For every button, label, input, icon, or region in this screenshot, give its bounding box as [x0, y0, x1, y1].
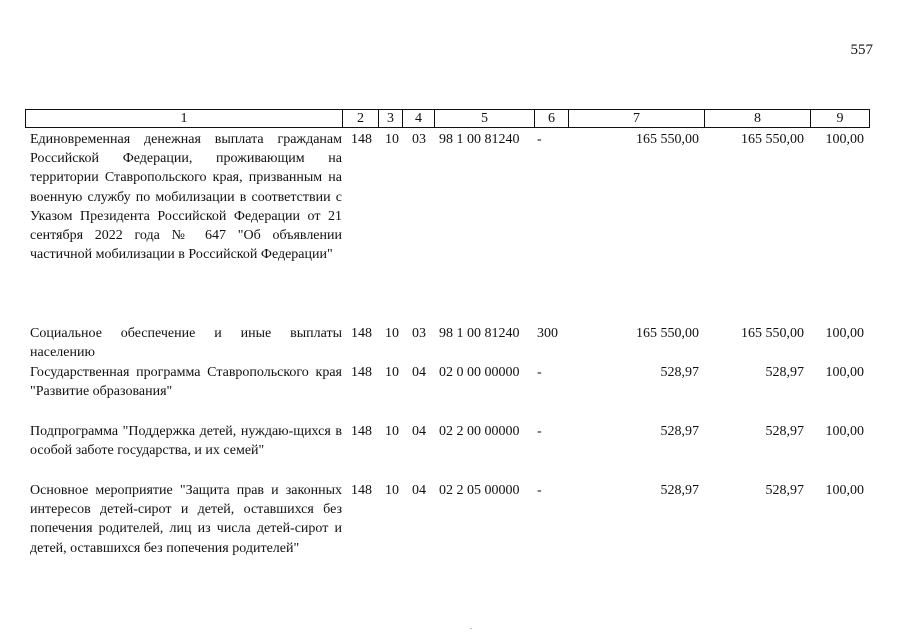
row-col-9: 100,00	[825, 483, 864, 498]
row-col-4: 04	[412, 424, 426, 439]
row-col-3: 10	[385, 365, 399, 380]
row-col-2: 148	[351, 483, 372, 498]
row-description: Социальное обеспечение и иные выплаты населению	[30, 326, 342, 361]
table-header-row	[25, 109, 870, 128]
header-col-9: 9	[810, 110, 869, 127]
header-col-4: 4	[402, 110, 434, 127]
row-col-5: 02 0 00 00000	[439, 365, 520, 380]
row-col-7: 528,97	[660, 483, 699, 498]
scan-speck	[470, 628, 472, 629]
row-col-8: 165 550,00	[741, 326, 804, 341]
row-col-2: 148	[351, 424, 372, 439]
row-description: Подпрограмма "Поддержка детей, нуждаю-щихся в особой заботе государства, и их семей"	[30, 424, 342, 459]
row-col-8: 528,97	[765, 365, 804, 380]
row-col-7: 528,97	[660, 365, 699, 380]
row-col-8: 528,97	[765, 483, 804, 498]
header-col-6: 6	[534, 110, 568, 127]
row-col-8: 528,97	[765, 424, 804, 439]
row-col-7: 165 550,00	[636, 132, 699, 147]
row-col-2: 148	[351, 365, 372, 380]
row-col-3: 10	[385, 326, 399, 341]
row-col-9: 100,00	[825, 424, 864, 439]
header-col-1: 1	[180, 111, 188, 126]
row-description: Государственная программа Ставропольского края "Развитие образования"	[30, 365, 342, 400]
header-col-5: 5	[434, 110, 534, 127]
row-col-6: 300	[537, 326, 558, 341]
row-col-4: 03	[412, 326, 426, 341]
row-col-7: 165 550,00	[636, 326, 699, 341]
row-col-4: 04	[412, 365, 426, 380]
row-col-3: 10	[385, 132, 399, 147]
row-col-4: 03	[412, 132, 426, 147]
row-col-5: 02 2 05 00000	[439, 483, 520, 498]
row-description: Основное мероприятие "Защита прав и законных интересов детей-сирот и детей, оставшихся без попечения родителей, лиц из числа детей-сирот и детей, оставшихся без попечения родителей"	[30, 483, 342, 556]
row-col-5: 98 1 00 81240	[439, 326, 520, 341]
row-col-2: 148	[351, 326, 372, 341]
row-col-5: 98 1 00 81240	[439, 132, 520, 147]
row-col-6: -	[537, 132, 542, 147]
header-col-3: 3	[378, 110, 402, 127]
row-col-9: 100,00	[825, 365, 864, 380]
header-col-8: 8	[704, 110, 810, 127]
row-col-2: 148	[351, 132, 372, 147]
page-number: 557	[850, 42, 873, 58]
row-col-3: 10	[385, 483, 399, 498]
row-col-9: 100,00	[825, 132, 864, 147]
row-col-5: 02 2 00 00000	[439, 424, 520, 439]
header-col-2: 2	[342, 110, 378, 127]
row-col-6: -	[537, 365, 542, 380]
row-col-3: 10	[385, 424, 399, 439]
row-col-8: 165 550,00	[741, 132, 804, 147]
row-col-7: 528,97	[660, 424, 699, 439]
row-description: Единовременная денежная выплата гражданам Российской Федерации, проживающим на территории Ставропольского края, призванным на военную службу по мобилизации в соответствии с Указом Президента Российской Федерации от 21 сентября 2022 года № 647 "Об объявлении частичной мобилизации в Российской Федерации"	[30, 132, 342, 263]
header-col-7: 7	[568, 110, 704, 127]
row-col-6: -	[537, 424, 542, 439]
row-col-4: 04	[412, 483, 426, 498]
row-col-9: 100,00	[825, 326, 864, 341]
row-col-6: -	[537, 483, 542, 498]
